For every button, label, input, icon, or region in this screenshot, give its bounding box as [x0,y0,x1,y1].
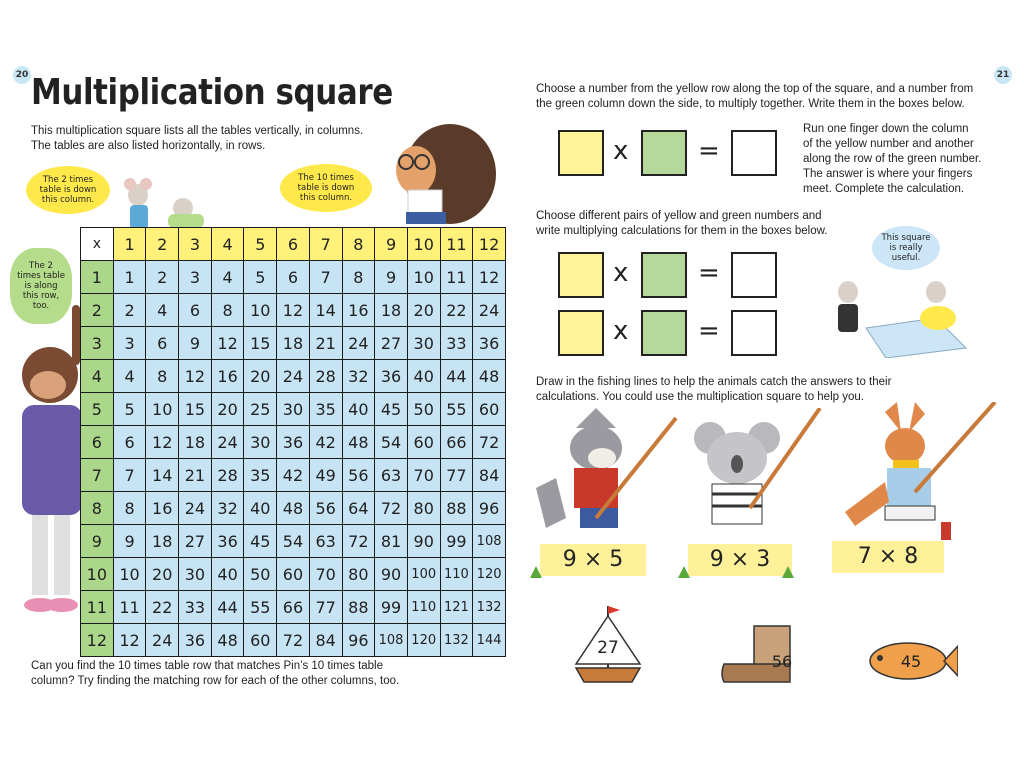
grid-cell: 48 [211,624,244,657]
grid-cell: 24 [473,294,506,327]
grid-cell: 10 [146,393,179,426]
grid-cell: 36 [473,327,506,360]
grid-cell: 36 [211,525,244,558]
grid-side-cell: 2 [81,294,114,327]
grid-cell: 48 [473,360,506,393]
page-number-right: 21 [994,66,1012,84]
grid-row [81,393,506,426]
hedgehog-pin-illustration [378,112,498,230]
mice-with-square-illustration [826,268,976,358]
grid-cell: 12 [277,294,310,327]
grid-cell: 10 [113,558,146,591]
grid-header-cell: 10 [407,228,440,261]
grid-cell: 21 [179,459,212,492]
grid-cell: 11 [113,591,146,624]
grid-cell: 6 [113,426,146,459]
grid-cell: 30 [244,426,277,459]
yellow-number-box-2[interactable] [558,252,604,298]
instruction-2: Choose different pairs of yellow and green numbers and write multiplying calculations for them in the boxes below. [536,210,828,237]
grid-cell: 63 [309,525,342,558]
equals-sign: = [698,136,720,166]
grass-tuft [678,566,690,578]
grid-cell: 32 [342,360,375,393]
grid-header-row [81,228,506,261]
grid-cell: 6 [146,327,179,360]
answer-box-3[interactable] [731,310,777,356]
grid-cell: 110 [440,558,473,591]
grid-cell: 30 [277,393,310,426]
grid-cell: 88 [440,492,473,525]
grid-row [81,492,506,525]
grid-cell: 45 [244,525,277,558]
grid-cell: 3 [179,261,212,294]
equals-sign: = [698,258,720,288]
grid-cell: 54 [375,426,408,459]
grid-cell: 20 [407,294,440,327]
grid-cell: 12 [473,261,506,294]
grid-cell: 60 [473,393,506,426]
grid-cell: 96 [342,624,375,657]
grid-cell: 14 [309,294,342,327]
grid-header-cell: 1 [113,228,146,261]
grid-cell: 12 [179,360,212,393]
grid-cell: 110 [407,591,440,624]
grid-side-cell: 9 [81,525,114,558]
speech-bubble-2-column: The 2 times table is down this column. [26,166,110,214]
grid-cell: 2 [146,261,179,294]
grid-cell: 5 [244,261,277,294]
kangaroo-fishing-illustration [845,402,1005,542]
grid-cell: 9 [113,525,146,558]
grid-cell: 2 [113,294,146,327]
grid-cell: 72 [277,624,310,657]
grid-cell: 15 [179,393,212,426]
grid-row [81,525,506,558]
grid-cell: 9 [179,327,212,360]
grid-cell: 120 [473,558,506,591]
grid-side-cell: 4 [81,360,114,393]
grid-cell: 7 [113,459,146,492]
grid-cell: 40 [244,492,277,525]
grid-cell: 99 [375,591,408,624]
grid-cell: 16 [342,294,375,327]
grid-cell: 70 [309,558,342,591]
grid-row [81,261,506,294]
grid-cell: 12 [211,327,244,360]
grid-cell: 108 [375,624,408,657]
grid-cell: 88 [342,591,375,624]
grid-cell: 18 [179,426,212,459]
grid-cell: 8 [113,492,146,525]
grid-cell: 14 [146,459,179,492]
fox-fishing-illustration [536,408,686,538]
koala-fishing-illustration [690,408,830,538]
yellow-number-box-3[interactable] [558,310,604,356]
grid-cell: 63 [375,459,408,492]
footer-text: Can you find the 10 times table row that matches Pin’s 10 times table column? Try finding the matching row for each of the other columns, too. [31,660,400,687]
grid-cell: 144 [473,624,506,657]
grid-cell: 80 [342,558,375,591]
grid-header-cell: 2 [146,228,179,261]
green-number-box-2[interactable] [641,252,687,298]
grid-cell: 12 [113,624,146,657]
grid-header-cell: 9 [375,228,408,261]
side-note: Run one finger down the column of the yellow number and another along the row of the green number. The answer is where your fingers meet. Complete the calculation. [803,123,982,195]
grid-cell: 12 [146,426,179,459]
calculation-fox: 9 × 5 [540,544,646,576]
grid-header-cell: 7 [309,228,342,261]
grid-cell: 18 [277,327,310,360]
grid-cell: 32 [211,492,244,525]
grid-cell: 7 [309,261,342,294]
grid-cell: 4 [146,294,179,327]
grid-row [81,459,506,492]
grid-cell: 56 [342,459,375,492]
grid-cell: 77 [309,591,342,624]
grid-cell: 24 [211,426,244,459]
grid-side-cell: 8 [81,492,114,525]
grid-cell: 10 [244,294,277,327]
grass-tuft [782,566,794,578]
grid-row [81,558,506,591]
grid-cell: 24 [277,360,310,393]
grid-cell: 54 [277,525,310,558]
grid-header-cell: 4 [211,228,244,261]
grid-side-cell: 1 [81,261,114,294]
grid-cell: 96 [473,492,506,525]
grid-cell: 100 [407,558,440,591]
grid-cell: 3 [113,327,146,360]
grid-header-cell: 3 [179,228,212,261]
green-number-box-3[interactable] [641,310,687,356]
grid-cell: 18 [375,294,408,327]
grid-cell: 66 [440,426,473,459]
grid-cell: 60 [407,426,440,459]
grid-cell: 99 [440,525,473,558]
green-number-box-1[interactable] [641,130,687,176]
grid-cell: 77 [440,459,473,492]
times-sign: x [613,316,629,346]
grid-row [81,360,506,393]
grid-cell: 120 [407,624,440,657]
grid-cell: 72 [375,492,408,525]
grid-header-cell: 5 [244,228,277,261]
grid-row [81,327,506,360]
grid-cell: 20 [211,393,244,426]
grid-header-cell: 12 [473,228,506,261]
instruction-1: Choose a number from the yellow row along the top of the square, and a number from the green column down the side, to multiply together. Write them in the boxes below. [536,83,974,110]
grid-cell: 16 [211,360,244,393]
grid-cell: 33 [179,591,212,624]
grid-cell: 40 [342,393,375,426]
grid-cell: 121 [440,591,473,624]
grid-cell: 55 [440,393,473,426]
grid-cell: 6 [277,261,310,294]
grid-side-cell: 12 [81,624,114,657]
grid-cell: 84 [473,459,506,492]
page-title: Multiplication square [31,72,393,113]
grid-cell: 10 [407,261,440,294]
grid-cell: 8 [211,294,244,327]
grass-tuft [530,566,542,578]
grid-cell: 20 [146,558,179,591]
grid-cell: 27 [375,327,408,360]
grid-cell: 35 [309,393,342,426]
grid-cell: 5 [113,393,146,426]
answer-boat: 27 [597,638,619,658]
grid-cell: 132 [440,624,473,657]
grid-cell: 70 [407,459,440,492]
grid-cell: 27 [179,525,212,558]
times-sign: x [613,136,629,166]
grid-cell: 80 [407,492,440,525]
grid-cell: 24 [179,492,212,525]
grid-side-cell: 11 [81,591,114,624]
grid-cell: 42 [309,426,342,459]
grid-row [81,624,506,657]
grid-cell: 72 [342,525,375,558]
grid-cell: 48 [342,426,375,459]
grid-cell: 28 [309,360,342,393]
grid-cell: 35 [244,459,277,492]
grid-cell: 60 [244,624,277,657]
grid-header-cell: 6 [277,228,310,261]
grid-cell: 90 [407,525,440,558]
grid-cell: 6 [179,294,212,327]
grid-header-cell: 11 [440,228,473,261]
monkey-illustration [10,305,82,625]
grid-cell: 36 [375,360,408,393]
grid-cell: 64 [342,492,375,525]
grid-cell: 30 [407,327,440,360]
grid-cell: 4 [113,360,146,393]
grid-row [81,591,506,624]
multiplication-square [80,227,506,657]
grid-cell: 84 [309,624,342,657]
grid-cell: 1 [113,261,146,294]
answer-boot: 56 [771,652,793,671]
calculation-koala: 9 × 3 [688,544,792,576]
grid-cell: 22 [440,294,473,327]
grid-cell: 18 [146,525,179,558]
equals-sign: = [698,316,720,346]
grid-cell: 9 [375,261,408,294]
grid-cell: 90 [375,558,408,591]
grid-cell: 36 [277,426,310,459]
page-number-left: 20 [13,66,31,84]
times-sign: x [613,258,629,288]
grid-row [81,294,506,327]
grid-cell: 55 [244,591,277,624]
instruction-3: Draw in the fishing lines to help the animals catch the answers to their calculations. You could use the multiplication square to help you. [536,376,892,403]
grid-cell: 108 [473,525,506,558]
speech-bubble-useful: This square is really useful. [872,226,940,270]
grid-cell: 48 [277,492,310,525]
grid-side-cell: 3 [81,327,114,360]
calculation-kangaroo: 7 × 8 [832,541,944,573]
grid-cell: 20 [244,360,277,393]
grid-cell: 49 [309,459,342,492]
grid-cell: 33 [440,327,473,360]
speech-bubble-2-row: The 2 times table is along this row, too. [10,248,72,324]
grid-cell: 44 [440,360,473,393]
speech-bubble-10-column: The 10 times table is down this column. [280,164,372,212]
grid-cell: 16 [146,492,179,525]
grid-cell: 4 [211,261,244,294]
grid-cell: 24 [342,327,375,360]
grid-cell: 21 [309,327,342,360]
grid-cell: 15 [244,327,277,360]
grid-cell: 81 [375,525,408,558]
answer-box-2[interactable] [731,252,777,298]
grid-cell: 25 [244,393,277,426]
grid-cell: 24 [146,624,179,657]
grid-cell: 45 [375,393,408,426]
grid-cell: 132 [473,591,506,624]
grid-side-cell: 6 [81,426,114,459]
grid-cell: 30 [179,558,212,591]
grid-corner-cell: x [81,228,114,261]
grid-side-cell: 5 [81,393,114,426]
grid-cell: 56 [309,492,342,525]
grid-cell: 8 [342,261,375,294]
answer-box-1[interactable] [731,130,777,176]
grid-cell: 36 [179,624,212,657]
grid-cell: 40 [407,360,440,393]
grid-cell: 50 [407,393,440,426]
grid-header-cell: 8 [342,228,375,261]
grid-cell: 44 [211,591,244,624]
grid-cell: 22 [146,591,179,624]
grid-cell: 50 [244,558,277,591]
grid-cell: 11 [440,261,473,294]
grid-cell: 42 [277,459,310,492]
grid-cell: 40 [211,558,244,591]
yellow-number-box-1[interactable] [558,130,604,176]
grid-cell: 66 [277,591,310,624]
grid-cell: 28 [211,459,244,492]
intro-text: This multiplication square lists all the tables vertically, in columns. The tables are also listed horizontally, in rows. [31,125,364,152]
grid-side-cell: 7 [81,459,114,492]
grid-cell: 72 [473,426,506,459]
answer-fish: 45 [900,652,922,671]
grid-side-cell: 10 [81,558,114,591]
grid-cell: 60 [277,558,310,591]
grid-cell: 8 [146,360,179,393]
grid-row [81,426,506,459]
